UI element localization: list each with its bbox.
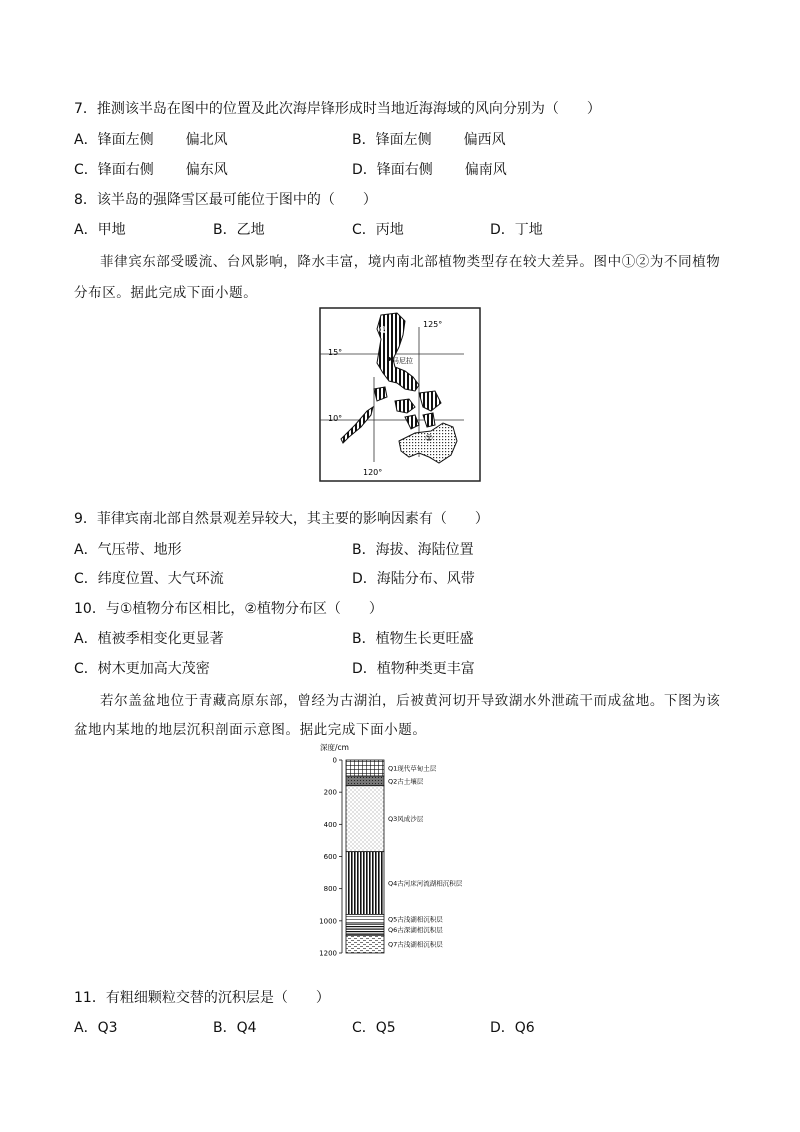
strata-layer (346, 924, 384, 935)
depth-tick-label: 200 (323, 788, 337, 797)
lat-10-label: 10° (328, 414, 343, 423)
q11-option-a: A．Q3 (74, 1020, 118, 1036)
strata-layer (346, 760, 384, 776)
q8-option-d: D．丁地 (490, 222, 543, 238)
passage2-line1: 若尔盖盆地位于青藏高原东部，曾经为古湖泊，后被黄河切开导致湖水外泄疏干而成盆地。下图为该 (100, 693, 721, 709)
q7-option-b-pos: B．锋面左侧 (352, 132, 432, 148)
q7-option-d (352, 159, 507, 179)
strata-layer (346, 776, 384, 786)
q9-option-a: A．气压带、地形 (74, 542, 182, 558)
q9-option-c: C．纬度位置、大气环流 (74, 571, 224, 587)
q7-option-d-wind: 偏南风 (464, 162, 507, 178)
strata-layer-label: Q2古土壤层 (388, 777, 424, 786)
region-1-marker: ① (425, 434, 434, 444)
q11-option-d: D．Q6 (490, 1020, 535, 1036)
q11-option-b: B．Q4 (213, 1020, 257, 1036)
passage1-line2: 分布区。据此完成下面小题。 (74, 285, 258, 301)
q11-stem: 11．有粗细颗粒交替的沉积层是（ ） (74, 990, 330, 1006)
q9-option-b: B．海拔、海陆位置 (352, 542, 474, 558)
depth-tick-label: 600 (323, 853, 337, 861)
q7-option-a-wind: 偏北风 (185, 132, 228, 148)
strata-layer (346, 852, 384, 915)
q7-option-d-pos: D．锋面右侧 (352, 162, 433, 178)
depth-tick-label: 400 (323, 820, 337, 829)
strata-layer-label: Q3风成沙层 (388, 815, 424, 824)
manila-label: 马尼拉 (392, 357, 413, 365)
q8-stem: 8．该半岛的强降雪区最可能位于图中的（ ） (74, 192, 377, 208)
strata-layer-label: Q1现代草甸土层 (388, 764, 437, 773)
q8-option-b: B．乙地 (213, 222, 265, 238)
depth-tick-label: 800 (323, 885, 337, 894)
manila-dot (387, 357, 391, 361)
region-2-marker: ② (379, 326, 388, 336)
q10-option-a: A．植被季相变化更显著 (74, 631, 224, 647)
strata-diagram (318, 741, 498, 963)
lat-15-label: 15° (328, 348, 343, 357)
strata-layer-label: Q5古浅湖相沉积层 (388, 915, 443, 924)
passage2-line2: 盆地内某地的地层沉积剖面示意图。据此完成下面小题。 (74, 722, 427, 738)
philippines-map (319, 307, 481, 482)
q9-option-d: D．海陆分布、风带 (352, 571, 475, 587)
depth-axis-label: 深度/cm (320, 743, 349, 752)
passage1-line1: 菲律宾东部受暖流、台风影响，降水丰富，境内南北部植物类型存在较大差异。图中①②为不同植物 (100, 254, 721, 270)
q7-option-a-pos: A．锋面左侧 (74, 132, 154, 148)
lon-120-label: 120° (363, 468, 383, 477)
q10-option-b: B．植物生长更旺盛 (352, 631, 474, 647)
q7-option-b-wind: 偏西风 (463, 132, 506, 148)
depth-tick-label: 1200 (319, 949, 337, 958)
q10-option-d: D．植物种类更丰富 (352, 661, 475, 677)
q7-stem: 7．推测该半岛在图中的位置及此次海岸锋形成时当地近海海域的风向分别为（ ） (74, 101, 601, 117)
q7-option-c (74, 159, 228, 179)
q10-stem: 10．与①植物分布区相比，②植物分布区（ ） (74, 601, 383, 617)
depth-tick-label: 1000 (319, 917, 337, 926)
depth-tick-label: 0 (332, 756, 337, 765)
q9-stem: 9．菲律宾南北部自然景观差异较大，其主要的影响因素有（ ） (74, 511, 489, 527)
strata-layer-label: Q7古浅湖相沉积层 (388, 940, 443, 949)
lon-125-label: 125° (423, 320, 443, 329)
strata-layer (346, 914, 384, 924)
q7-option-b (352, 129, 506, 149)
q10-option-c: C．树木更加高大茂密 (74, 661, 210, 677)
strata-layer-label: Q4古河床河流湖相沉积层 (388, 879, 463, 888)
strata-layer (346, 786, 384, 852)
q7-option-c-wind: 偏东风 (185, 162, 228, 178)
q8-option-a: A．甲地 (74, 222, 126, 238)
q8-option-c: C．丙地 (352, 222, 404, 238)
q7-option-a (74, 129, 228, 149)
q7-option-c-pos: C．锋面右侧 (74, 162, 154, 178)
q11-option-c: C．Q5 (352, 1020, 396, 1036)
strata-layer (346, 935, 384, 953)
strata-layer-label: Q6古深湖相沉积层 (388, 926, 443, 935)
